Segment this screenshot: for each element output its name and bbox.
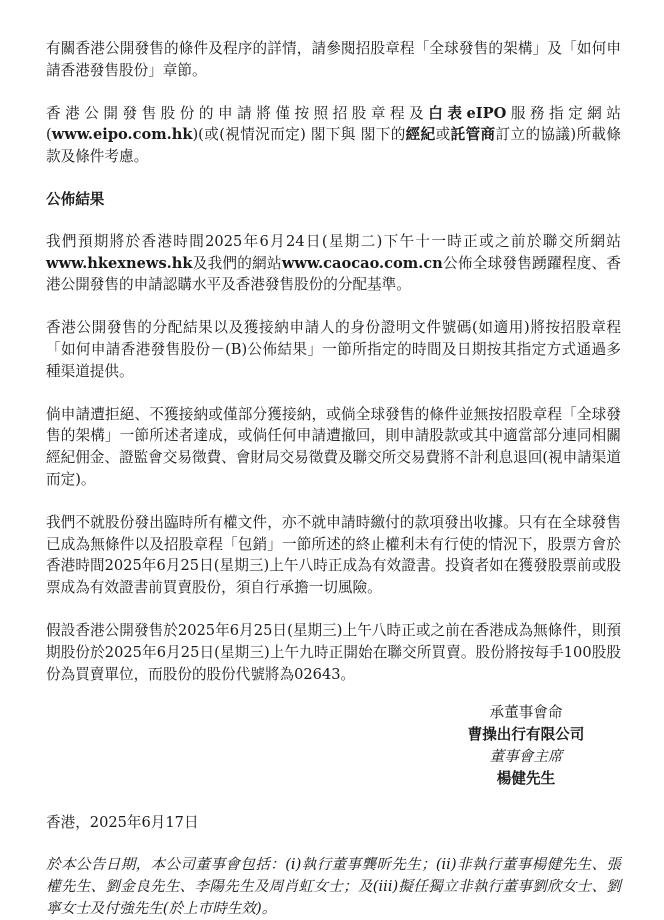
- text-segment: 香港公開發售股份的申請將僅按照招股章程及: [46, 104, 429, 122]
- text-segment: 或: [435, 126, 451, 144]
- text-segment: 我們預期將於香港時間2025年6月24日(星期二)下午十一時正或之前於聯交所網站: [46, 232, 621, 250]
- hkexnews-website-link[interactable]: www.hkexnews.hk: [46, 254, 193, 272]
- refund-paragraph: 倘申請遭拒絕、不獲接納或僅部分獲接納，或倘全球發售的條件並無按招股章程「全球發售的架構」一節所述者達成，或倘任何申請遭撤回，則申請股款或其中適當部分連同相關經紀佣金、證監會交易徵費、會財局交易徵費及聯交所交易費將不計利息退回(視申請渠道而定)。: [46, 405, 621, 488]
- board-composition-paragraph: 於本公告日期，本公司董事會包括：(i)執行董事龔昕先生；(ii)非執行董事楊健先生、張權先生、劉金良先生、李陽先生及周肖虹女士；及(iii)擬任獨立非執行董事劉欣女士、劉寧女士及付強先生(於上市時生效)。: [46, 856, 621, 917]
- share-certificates-paragraph: 我們不就股份發出臨時所有權文件，亦不就申請時繳付的款項發出收據。只有在全球發售已成為無條件以及招股章程「包銷」一節所述的終止權利未有行使的情況下，股票方會於香港時間2025年6月25日(星期三)上午八時正成為有效證書。投資者如在獲發股票前或股票成為有效證書前買賣股份，須自行承擔一切風險。: [46, 513, 621, 597]
- chairman-name: 楊健先生: [496, 770, 556, 788]
- company-name: 曹操出行有限公司: [467, 726, 585, 744]
- text-segment: 公佈全球發售踴躍程度、香港公開發售的申請認購水平及香港發售股份的分配基準。: [46, 254, 621, 294]
- text-segment: 服務指定網站(: [46, 104, 621, 144]
- by-order-line: 承董事會命: [489, 704, 563, 722]
- results-heading: 公佈結果: [46, 190, 105, 208]
- place-date-line: 香港，2025年6月17日: [46, 814, 199, 832]
- offering-conditions-paragraph: 有關香港公開發售的條件及程序的詳情，請參閱招股章程「全球發售的架構」及「如何申請香港發售股份」章節。: [46, 40, 621, 79]
- results-announcement-paragraph: [46, 231, 621, 296]
- eipo-website-link[interactable]: www.eipo.com.hk: [51, 126, 193, 144]
- broker-term: 經紀: [405, 126, 436, 144]
- white-form-eipo-term: 白表eIPO: [428, 104, 507, 122]
- allocation-results-paragraph: 香港公開發售的分配結果以及獲接納申請人的身份證明文件號碼(如適用)將按招股章程「如何申請香港發售股份－(B)公佈結果」一節所指定的時間及日期按其指定方式通過多種渠道提供。: [46, 319, 621, 380]
- dealings-commencement-paragraph: 假設香港公開發售於2025年6月25日(星期三)上午八時正或之前在香港成為無條件，則預期股份於2025年6月25日(星期三)上午九時正開始在聯交所買賣。股份將按每手100股股份為買賣單位，而股份的股份代號將為02643。: [46, 621, 621, 683]
- signature-block: [46, 702, 621, 790]
- chairman-title: 董事會主席: [489, 748, 563, 766]
- announcement-page: [46, 38, 621, 920]
- custodian-term: 託管商: [450, 126, 496, 144]
- application-terms-paragraph: [46, 103, 621, 168]
- company-website-link[interactable]: www.caocao.com.cn: [281, 254, 443, 272]
- text-segment: 訂立的協議)所載條款及條件考慮。: [46, 126, 621, 166]
- text-segment: )(或(視情況而定) 閣下與 閣下的: [192, 126, 406, 144]
- text-segment: 及我們的網站: [192, 254, 282, 272]
